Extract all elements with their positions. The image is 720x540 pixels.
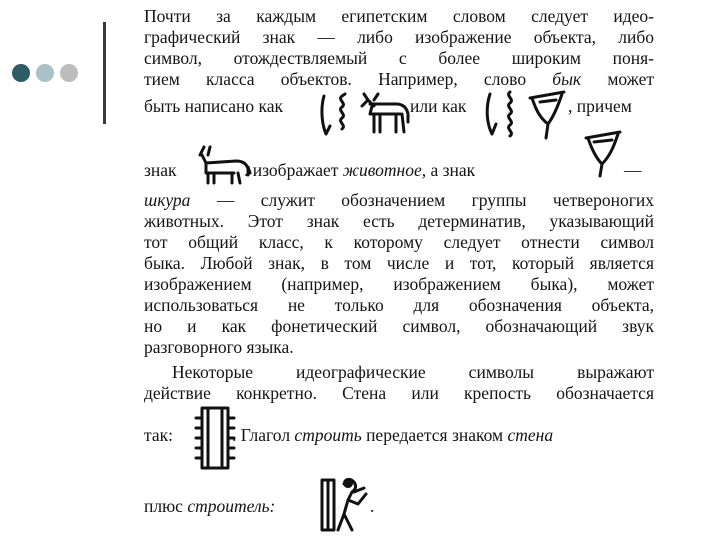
hieroglyph-hide <box>582 128 624 178</box>
text-line: действие конкретно. Стена или крепость обозначается <box>144 383 654 403</box>
hieroglyph-ox-spelling-1 <box>318 92 414 138</box>
text-line: тот общий класс, к которому следует отнести символ <box>144 232 654 252</box>
text-line: так: <box>144 425 173 445</box>
text-line: Почти за каждым египетским словом следует идео- <box>144 6 654 26</box>
dot-dark <box>12 64 30 82</box>
hieroglyph-ox <box>194 143 252 185</box>
text-line: животных. Этот знак есть детерминатив, указывающий <box>144 211 654 231</box>
dot-grey <box>60 64 78 82</box>
text-line: — <box>624 160 642 180</box>
text-line: тием класса объектов. Например, слово бык может <box>144 69 654 89</box>
hieroglyph-ox-spelling-2 <box>482 88 570 140</box>
text-line: использоваться не только для обозначения объекта, <box>144 295 654 315</box>
text-line: символ, отождествляемый с более широким поня- <box>144 48 654 68</box>
text-line: но и как фонетический символ, обозначающий звук <box>144 316 654 336</box>
text-line: графический знак — либо изображение объекта, либо <box>144 27 654 47</box>
text-line: быть написано как <box>144 96 284 116</box>
text-line: или как <box>410 96 467 116</box>
text-line: плюс строитель: <box>144 496 276 516</box>
text-line: шкура — служит обозначением группы четвероногих <box>144 190 654 210</box>
hieroglyph-wall <box>194 404 238 472</box>
text-line: Некоторые идеографические символы выражают <box>172 362 654 382</box>
text-line: изображением (например, изображением быка), может <box>144 274 654 294</box>
text-line: . изображает животное, а знак <box>244 160 476 180</box>
text-line: знак <box>144 160 177 180</box>
text-line: разговорного языка. <box>144 337 294 357</box>
text-line: . <box>370 496 375 516</box>
vertical-divider <box>103 22 106 124</box>
text-line: . Глагол строить передается знаком стена <box>232 425 554 445</box>
dot-light <box>36 64 54 82</box>
bullet-dots <box>12 64 78 82</box>
hieroglyph-wall-builder <box>318 474 374 534</box>
text-line: , причем <box>568 96 632 116</box>
text-line: быка. Любой знак, в том числе и тот, который является <box>144 253 654 273</box>
